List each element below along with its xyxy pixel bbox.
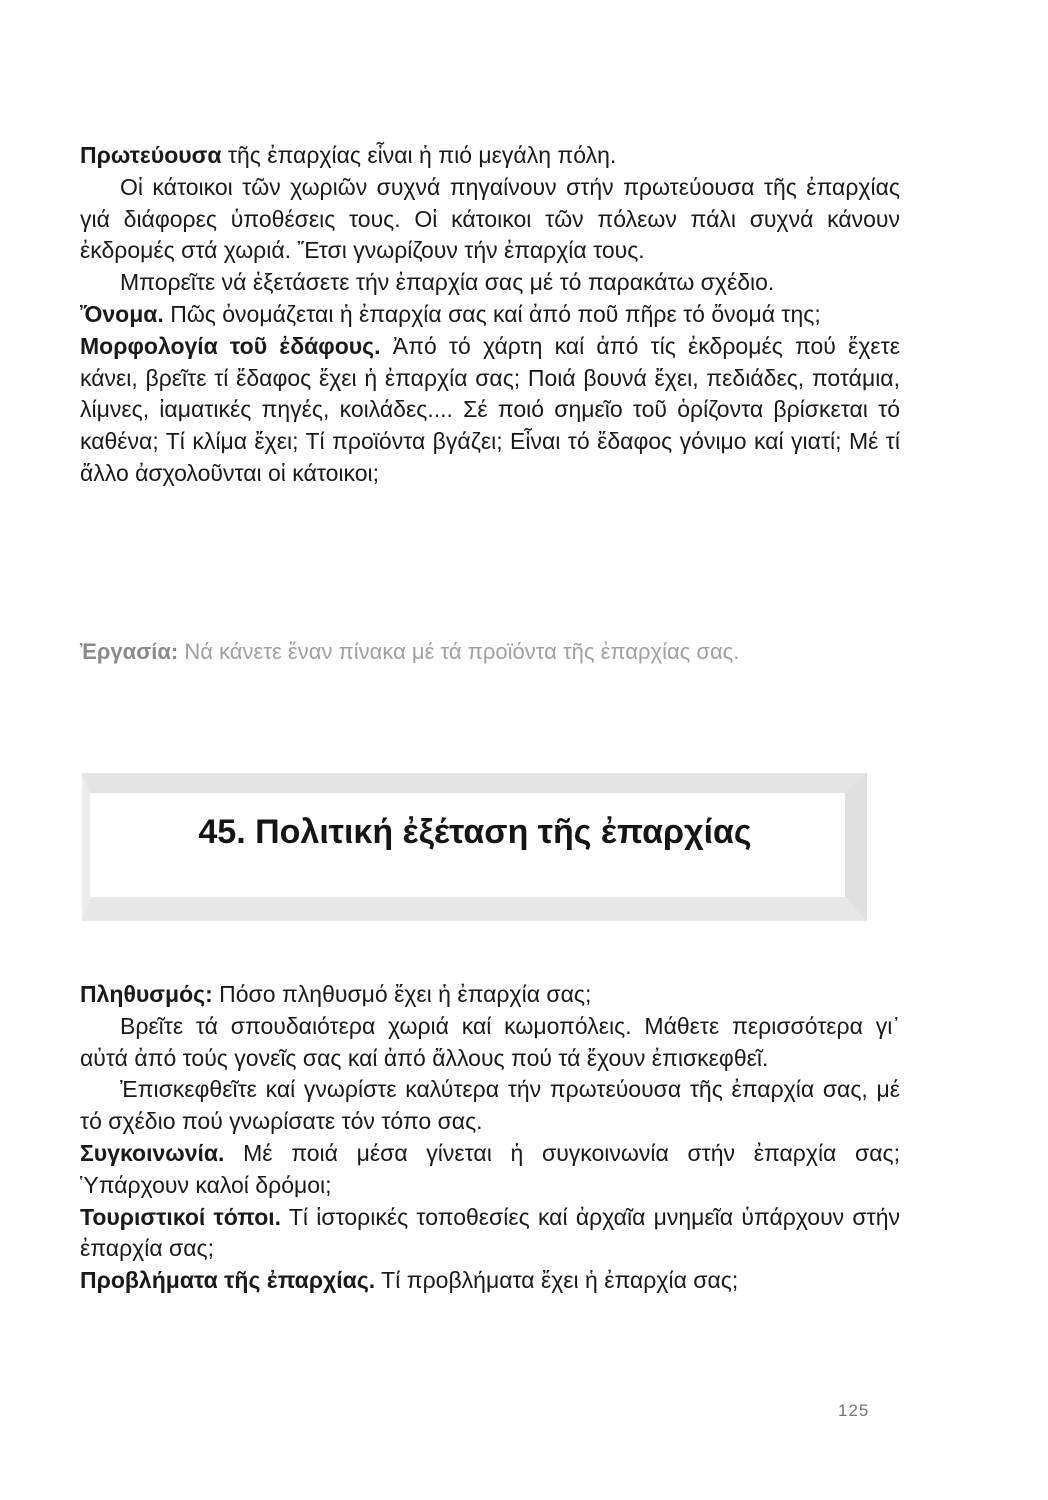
task-text: Νά κάνετε ἕναν πίνακα μέ τά προϊόντα τῆς ἐπαρχίας σας. (178, 639, 740, 664)
task-label: Ἐργασία: (80, 639, 179, 664)
text-tourism: Τί ἱστορικές τοποθεσίες καί ἀρχαῖα μνημεῖα ὑπάρχουν στήν ἐπαρχία σας; (80, 1203, 900, 1262)
term-population: Πληθυσμός: (80, 981, 213, 1007)
text-transport: Μέ ποιά μέσα γίνεται ἡ συγκοινωνία στήν ἐπαρχία σας; Ὑπάρχουν καλοί δρόμοι; (80, 1139, 900, 1198)
text-morphology: Ἀπό τό χάρτη καί ἀπό τίς ἐκδρομές πού ἔχετε κάνει, βρεῖτε τί ἔδαφος ἔχει ἡ ἐπαρχία σας; Ποιά βουνά ἔχει, πεδιάδες, ποτάμια, λίμνες, ἰαματικές πηγές, κοιλάδες.... Σέ ποιό σημεῖο τοῦ ὁρίζοντα βρίσκεται τό καθένα; Τί κλίμα ἔχει; Τί προϊόντα βγάζει; Εἶναι τό ἔδαφος γόνιμο καί γιατί; Μέ τί ἄλλο ἀσχολοῦνται οἱ κάτοικοι; (80, 332, 901, 486)
text-name: Πῶς ὀνομάζεται ἡ ἐπαρχία σας καί ἀπό ποῦ πῆρε τό ὄνομά της; (163, 300, 821, 327)
text-population: Πόσο πληθυσμό ἔχει ἡ ἐπαρχία σας; (212, 981, 592, 1007)
lower-text-block (80, 979, 900, 1297)
term-morphology: Μορφολογία τοῦ ἐδάφους. (80, 332, 381, 359)
paragraph-capital (80, 140, 900, 172)
section-heading: 45. Πολιτική ἐξέταση τῆς ἐπαρχίας (198, 813, 752, 851)
paragraph-problems (80, 1265, 900, 1297)
term-transport: Συγκοινωνία. (80, 1139, 225, 1166)
paragraph-plan: Μπορεῖτε νά ἐξετάσετε τήν ἐπαρχία σας μέ τό παρακάτω σχέδιο. (120, 269, 775, 296)
paragraph-visit-capital: Ἐπισκεφθεῖτε καί γνωρίστε καλύτερα τήν πρωτεύουσα τῆς ἐπαρχία σας, μέ τό σχέδιο πού γνωρίσατε τόν τόπο σας. (80, 1076, 900, 1135)
term-capital: Πρωτεύουσα (80, 142, 222, 168)
task-note (80, 636, 900, 667)
term-name: Ὄνομα. (80, 300, 164, 327)
term-problems: Προβλήματα τῆς ἐπαρχίας. (80, 1267, 376, 1294)
page-number: 125 (838, 1401, 870, 1420)
upper-text-block (80, 140, 900, 490)
term-tourism: Τουριστικοί τόποι. (80, 1203, 282, 1230)
paragraph-residents: Οἱ κάτοικοι τῶν χωριῶν συχνά πηγαίνουν στήν πρωτεύουσα τῆς ἐπαρχίας γιά διάφορες ὑποθέσεις τους. Οἱ κάτοικοι τῶν πόλεων πάλι συχνά κάνουν ἐκδρομές στά χωριά. Ἔτσι γνωρίζουν τήν ἐπαρχία τους. (80, 173, 900, 264)
paragraph-transport (80, 1138, 900, 1202)
paragraph-villages: Βρεῖτε τά σπουδαιότερα χωριά καί κωμοπόλεις. Μάθετε περισσότερα γι᾽ αὐτά ἀπό τούς γονεῖς σας καί ἀπό ἄλλους πού τά ἔχουν ἐπισκεφθεῖ. (80, 1012, 900, 1071)
text-capital: τῆς ἐπαρχίας εἶναι ἡ πιό μεγάλη πόλη. (221, 142, 617, 168)
text-problems: Τί προβλήματα ἔχει ἡ ἐπαρχία σας; (375, 1267, 739, 1294)
paragraph-population (80, 979, 900, 1011)
paragraph-name (80, 299, 900, 331)
paragraph-morphology (80, 331, 900, 490)
paragraph-tourism (80, 1202, 900, 1266)
